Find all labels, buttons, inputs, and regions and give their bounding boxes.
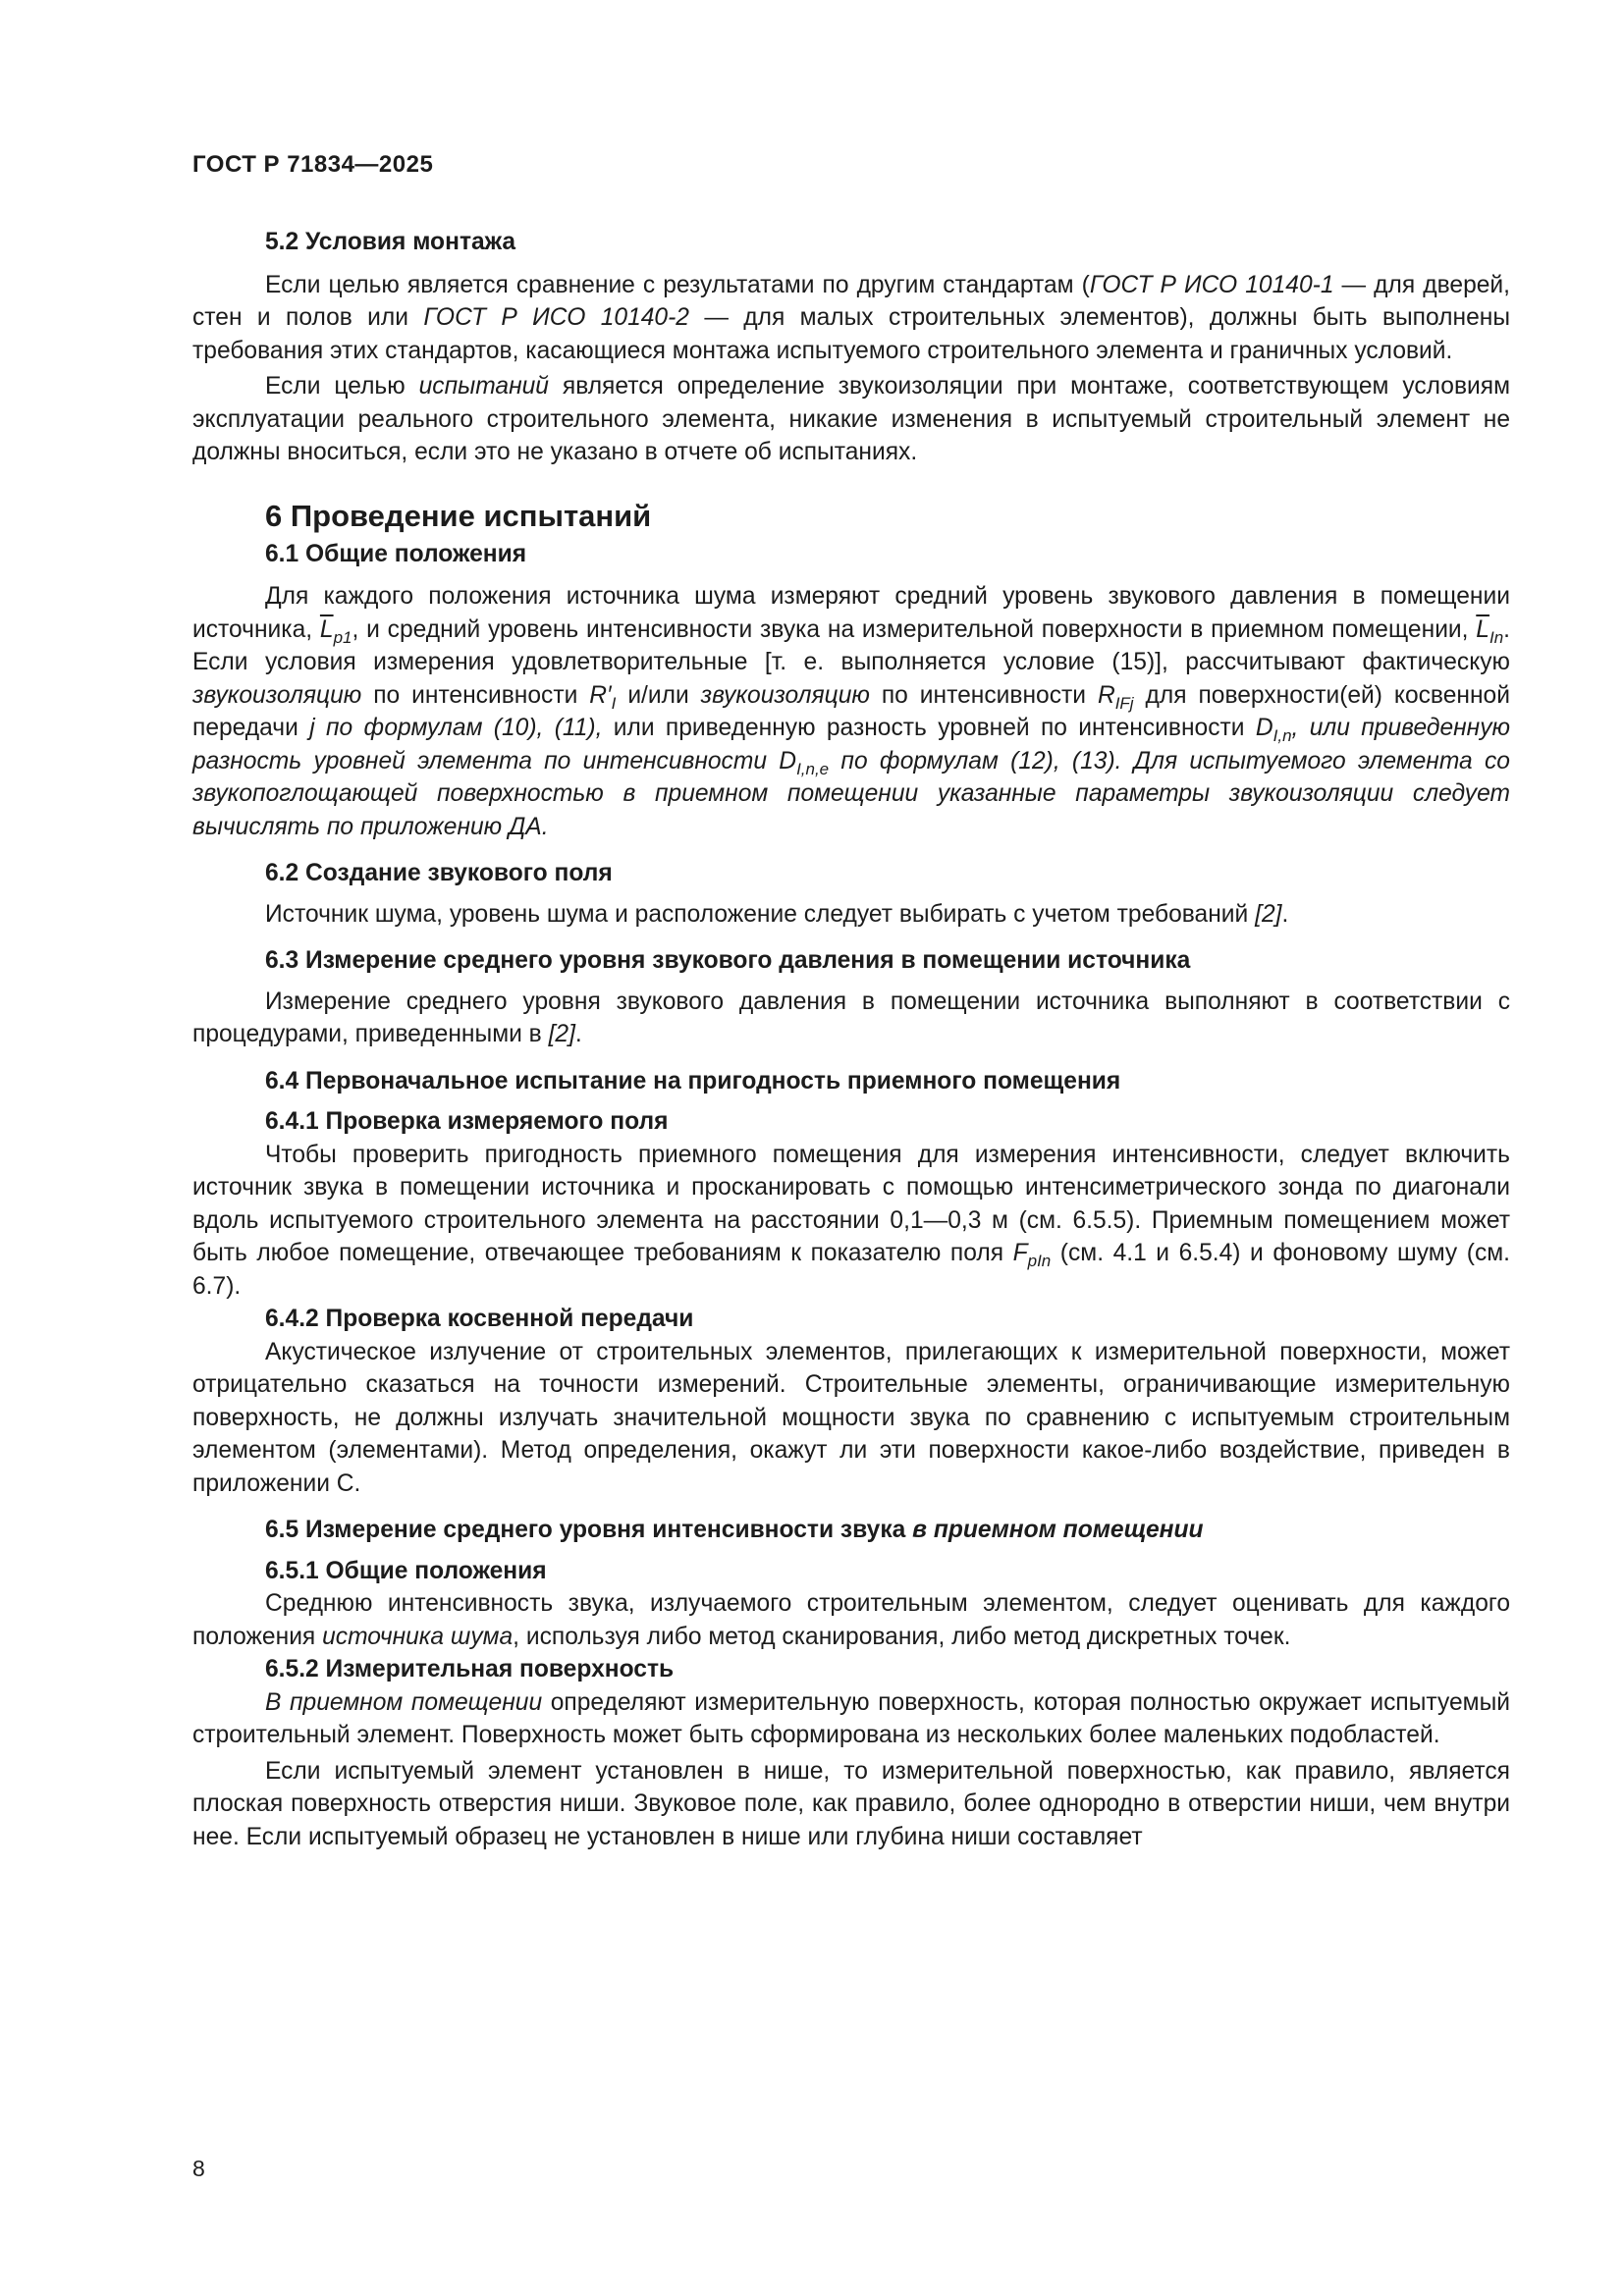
section-6-4-1-paragraph: Чтобы проверить пригодность приемного помещения для измерения интенсивности, следует включить источник звука в помещении источника и просканировать с помощью интенсиметрического зонда по диагонали вдоль испытуемого строительного элемента на расстоянии 0,1—0,3 м (см. 6.5.5). Приемным помещением может быть любое помещение, отвечающее требованиям к показателю поля $F_{pIn}$ (см. 4.1 и 6.5.4) и фоновому шуму (см. 6.7). [192, 1141, 1510, 1300]
section-6-5-1-paragraph: Среднюю интенсивность звука, излучаемого строительным элементом, следует оценивать для каждого положения источника шума, используя либо метод сканирования, либо метод дискретных точек. [192, 1590, 1510, 1650]
section-5-2-heading: 5.2 Условия монтажа [265, 229, 516, 255]
section-6-heading: 6 Проведение испытаний [265, 498, 652, 533]
section-6-5-2-paragraph-1: В приемном помещении определяют измерительную поверхность, которая полностью окружает испытуемый строительный элемент. Поверхность может быть сформирована из нескольких более маленьких подобластей. [192, 1688, 1510, 1748]
section-5-2-paragraph-1: Если целью является сравнение с результатами по другим стандартам (ГОСТ Р ИСО 10140-1 — для дверей, стен и полов или ГОСТ Р ИСО 10140-2 — для малых строительных элементов), должны быть выполнены требования этих стандартов, касающиеся монтажа испытуемого строительного элемента и граничных условий. [192, 271, 1511, 364]
document-body [192, 226, 1510, 1853]
section-6-3-paragraph: Измерение среднего уровня звукового давления в помещении источника выполняют в соответствии с процедурами, приведенными в [2]. [192, 988, 1510, 1047]
section-6-4-2-paragraph: Акустическое излучение от строительных элементов, прилегающих к измерительной поверхности, может отрицательно сказаться на точности измерений. Строительные элементы, ограничивающие измерительную поверхность, не должны излучать значительной мощности звука по сравнению с испытуемым строительным элементом (элементами). Метод определения, окажут ли эти поверхности какое-либо воздействие, приведен в приложении С. [192, 1338, 1510, 1497]
section-6-4-2-heading: 6.4.2 Проверка косвенной передачи [265, 1306, 694, 1332]
page-number: 8 [192, 2156, 205, 2181]
section-6-5-1-heading: 6.5.1 Общие положения [265, 1557, 547, 1584]
section-6-3-heading: 6.3 Измерение среднего уровня звукового давления в помещении источника [265, 947, 1191, 974]
section-6-1-paragraph: Для каждого положения источника шума измеряют средний уровень звукового давления в помещении источника, $\overline{L}_{p1}$, и средний уровень интенсивности звука на измерительной поверхности в приемном помещении, $\overline{L}_{In}$. Если условия измерения удовлетворительные [т. е. выполняется условие (15)], рассчитывают фактическую звукоизоляцию по интенсивности $R'_I$ и/или звукоизоляцию по интенсивности $R_{IFj}$ для поверхности(ей) косвенной передачи j по формулам (10), (11), или приведенную разность уровней по интенсивности $D_{I,n}$, или приведенную разность уровней элемента по интенсивности $D_{I,n,e}$ по формулам (12), (13). Для испытуемого элемента со звукопоглощающей поверхностью в приемном помещении указанные параметры звукоизоляции следует вычислять по приложению ДА. [192, 583, 1511, 840]
section-6-4-1-heading: 6.4.1 Проверка измеряемого поля [265, 1108, 669, 1135]
section-6-4-heading: 6.4 Первоначальное испытание на пригодность приемного помещения [265, 1067, 1121, 1095]
section-6-1-heading: 6.1 Общие положения [265, 540, 527, 567]
section-6-2-heading: 6.2 Создание звукового поля [265, 860, 613, 886]
document-header: ГОСТ Р 71834—2025 [192, 151, 434, 178]
section-6-5-2-paragraph-2: Если испытуемый элемент установлен в нише, то измерительной поверхностью, как правило, является плоская поверхность отверстия ниши. Звуковое поле, как правило, более однородно в отверстии ниши, чем внутри нее. Если испытуемый образец не установлен в нише или глубина ниши составляет [192, 1757, 1510, 1850]
section-5-2-paragraph-2: Если целью испытаний является определение звукоизоляции при монтаже, соответствующем условиям эксплуатации реального строительного элемента, никакие изменения в испытуемый строительный элемент не должны вноситься, если это не указано в отчете об испытаниях. [192, 373, 1510, 465]
section-6-5-heading: 6.5 Измерение среднего уровня интенсивности звука в приемном помещении [265, 1517, 1204, 1543]
section-6-2-paragraph: Источник шума, уровень шума и расположение следует выбирать с учетом требований [2]. [265, 900, 1289, 928]
section-6-5-2-heading: 6.5.2 Измерительная поверхность [265, 1656, 675, 1682]
